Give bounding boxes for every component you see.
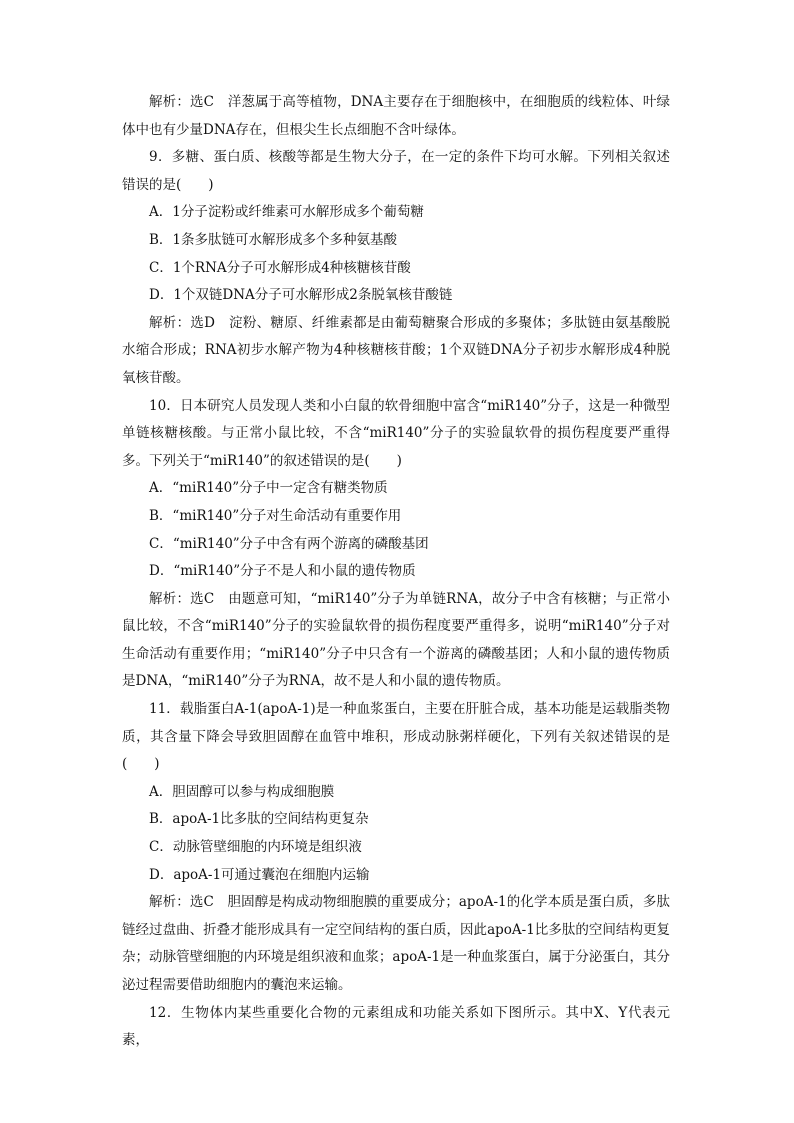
question-11-stem: 11．载脂蛋白A-1(apoA-1)是一种血浆蛋白，主要在肝脏合成，基本功能是运载脂类物质，其含量下降会导致胆固醇在血管中堆积，形成动脉粥样硬化，下列有关叙述错误的是( ) [122, 701, 670, 773]
question-9-option-d: D．1个双链DNA分子可水解形成2条脱氧核苷酸链 [149, 287, 453, 304]
page-content [122, 89, 670, 1055]
question-10-option-c: C．“miR140”分子中含有两个游离的磷酸基团 [149, 535, 429, 552]
question-11-option-b: B．apoA-1比多肽的空间结构更复杂 [149, 811, 369, 828]
question-10-analysis: 解析：选C 由题意可知，“miR140”分子为单链RNA，故分子中含有核糖；与正常小鼠比较，不含“miR140”分子的实验鼠软骨的损伤程度要严重得多，说明“miR140”分子对生命活动有重要作用；“miR140”分子中只含有一个游离的磷酸基团；人和小鼠的遗传物质是DNA，“miR140”分子为RNA，故不是人和小鼠的遗传物质。 [122, 590, 670, 690]
question-9-stem: 9．多糖、蛋白质、核酸等都是生物大分子，在一定的条件下均可水解。下列相关叙述错误的是( ) [122, 149, 670, 193]
question-9-option-a: A．1分子淀粉或纤维素可水解形成多个葡萄糖 [149, 204, 424, 221]
question-10-option-d: D．“miR140”分子不是人和小鼠的遗传物质 [149, 563, 416, 580]
question-9-analysis: 解析：选D 淀粉、糖原、纤维素都是由葡萄糖聚合形成的多聚体；多肽链由氨基酸脱水缩合形成；RNA初步水解产物为4种核糖核苷酸；1个双链DNA分子初步水解形成4种脱氧核苷酸。 [122, 314, 670, 386]
question-10-option-a: A．“miR140”分子中一定含有糖类物质 [149, 480, 388, 497]
question-11-option-a: A．胆固醇可以参与构成细胞膜 [149, 783, 335, 800]
question-11-analysis: 解析：选C 胆固醇是构成动物细胞膜的重要成分；apoA-1的化学本质是蛋白质，多肽链经过盘曲、折叠才能形成具有一定空间结构的蛋白质，因此apoA-1比多肽的空间结构更复杂；动脉管壁细胞的内环境是组织液和血浆；apoA-1是一种血浆蛋白，属于分泌蛋白，其分泌过程需要借助细胞内的囊泡来运输。 [122, 894, 670, 993]
question-11-option-d: D．apoA-1可通过囊泡在细胞内运输 [149, 866, 370, 883]
question-10-option-b: B．“miR140”分子对生命活动有重要作用 [149, 507, 402, 524]
question-9-option-c: C．1个RNA分子可水解形成4种核糖核苷酸 [149, 259, 411, 276]
question-12-stem: 12．生物体内某些重要化合物的元素组成和功能关系如下图所示。其中X、Y代表元素， [122, 1004, 670, 1049]
question-9-option-b: B．1条多肽链可水解形成多个多种氨基酸 [149, 231, 398, 248]
question-8-analysis: 解析：选C 洋葱属于高等植物，DNA主要存在于细胞核中，在细胞质的线粒体、叶绿体中也有少量DNA存在，但根尖生长点细胞不含叶绿体。 [122, 94, 670, 138]
question-11-option-c: C．动脉管壁细胞的内环境是组织液 [149, 839, 362, 856]
question-10-stem: 10．日本研究人员发现人类和小白鼠的软骨细胞中富含“miR140”分子，这是一种微型单链核糖核酸。与正常小鼠比较，不含“miR140”分子的实验鼠软骨的损伤程度要严重得多。下列关于“miR140”的叙述错误的是( ) [122, 397, 670, 469]
